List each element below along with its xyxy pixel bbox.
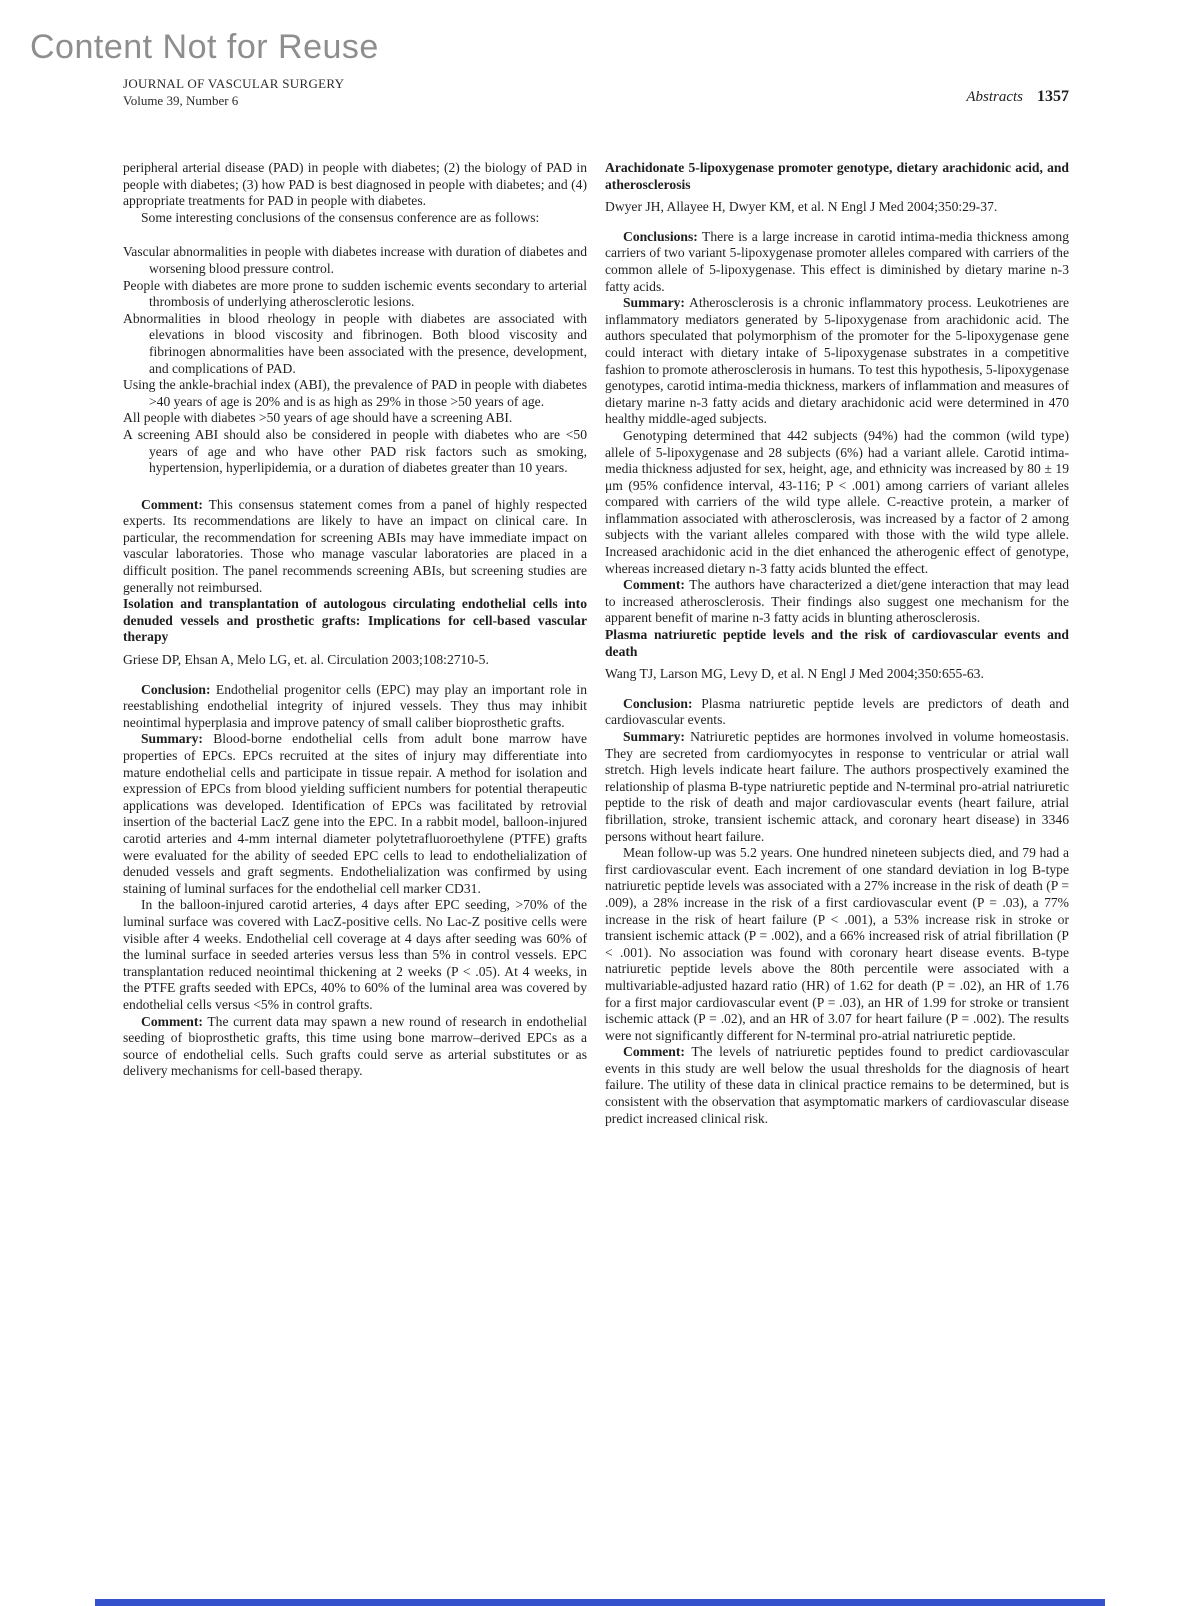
paragraph-lead: Summary: bbox=[141, 731, 203, 747]
paragraph-lead: Comment: bbox=[141, 1013, 203, 1029]
list-item: A screening ABI should also be considered in people with diabetes who are <50 years of age and who have other PAD risk factors such as smoking, hypertension, hyperlipidemia, or a duration of diabetes greater than 10 years. bbox=[123, 426, 587, 476]
list-item: Vascular abnormalities in people with diabetes increase with duration of diabetes and worsening blood pressure control. bbox=[123, 244, 587, 276]
abstract-title: Plasma natriuretic peptide levels and the risk of cardiovascular events and death bbox=[605, 627, 1069, 659]
paragraph-text: Natriuretic peptides are hormones involved in volume homeostasis. They are secreted from cardiomyocytes in response to ventricular or atrial wall stretch. High levels indicate heart failure. The authors prospectively examined the relationship of plasma B-type natriuretic peptide and N-terminal pro-atrial natriuretic peptide to the risk of death and major cardiovascular events (heart failure, atrial fibrillation, stroke, transient ischemic attack, and coronary heart disease) in 3346 persons without heart failure. bbox=[605, 729, 1069, 844]
continuation-paragraph: peripheral arterial disease (PAD) in people with diabetes; (2) the biology of PAD in people with diabetes; (3) how PAD is best diagnosed in people with diabetes; and (4) appropriate treatments for PAD in people with diabetes. bbox=[123, 160, 587, 209]
running-head bbox=[966, 88, 1069, 106]
abstract-title: Isolation and transplantation of autologous circulating endothelial cells into denuded vessels and prosthetic grafts: Implications for cell-based vascular therapy bbox=[123, 596, 587, 645]
paragraph-text: Endothelial progenitor cells (EPC) may play an important role in reestablishing endothelial integrity of injured vessels. They thus may inhibit neointimal hyperplasia and improve patency of small caliber bioprosthetic grafts. bbox=[123, 681, 587, 730]
paragraph-text: This consensus statement comes from a panel of highly respected experts. Its recommendations are likely to have an impact on clinical care. In particular, the recommendation for screening ABIs may have immediate impact on vascular laboratories. Those who manage vascular laboratories are placed in a difficult position. The panel recommends screening ABIs, but screening studies are generally not reimbursed. bbox=[123, 496, 588, 595]
body-paragraph: Mean follow-up was 5.2 years. One hundred nineteen subjects died, and 79 had a first cardiovascular event. Each increment of one standard deviation in log B-type natriuretic peptide levels was associated with a 27% increase in the risk of death (P = .009), a 28% increase in the risk of a first cardiovascular event (P = .03), a 77% increase in the risk of heart failure (P < .001), a 53% increase risk in stroke or transient ischemic attack (P = .002), and a 66% increased risk of atrial fibrillation (P < .001). No association was found with coronary heart disease events. B-type natriuretic peptide levels above the 80th percentile were associated with a multivariable-adjusted hazard ratio (HR) of 1.62 for death (P = .02), an HR of 1.76 for a first major cardiovascular event (P = .03), an HR of 1.99 for stroke or transient ischemic attack (P = .02), and an HR of 3.07 for heart failure (P = .002). The results were not significantly different for N-terminal pro-atrial natriuretic peptide. bbox=[605, 845, 1069, 1043]
paragraph-lead: Conclusions: bbox=[623, 228, 698, 244]
summary-paragraph bbox=[123, 731, 587, 897]
list-item: All people with diabetes >50 years of age should have a screening ABI. bbox=[123, 410, 513, 426]
left-column bbox=[123, 160, 587, 1127]
journal-title: JOURNAL OF VASCULAR SURGERY bbox=[123, 76, 345, 91]
conclusion-paragraph bbox=[123, 682, 587, 732]
conclusion-paragraph bbox=[605, 696, 1069, 729]
page-number: 1357 bbox=[1037, 88, 1069, 105]
footer-accent-bar bbox=[95, 1599, 1105, 1606]
body-paragraph: Genotyping determined that 442 subjects (94%) had the common (wild type) allele of 5-lipoxygenase and 28 subjects (6%) had a variant allele. Carotid intima-media thickness adjusted for sex, height, age, and ethnicity was increased by 80 ± 19 μm (95% confidence interval, 43-116; P < .001) among carriers of variant alleles compared with carriers of the wild type allele. C-reactive protein, a marker of inflammation associated with atherosclerosis, was increased by a factor of 2 among subjects with the variant alleles compared with those with the wild type allele. Increased arachidonic acid in the diet enhanced the atherogenic effect of genotype, whereas increased dietary n-3 fatty acids blunted the effect. bbox=[605, 427, 1069, 576]
section-label: Abstracts bbox=[966, 89, 1023, 105]
paragraph-text: Plasma natriuretic peptide levels are predictors of death and cardiovascular events. bbox=[605, 695, 1069, 728]
journal-header bbox=[123, 75, 344, 109]
right-column bbox=[605, 160, 1069, 1127]
abstract-citation: Griese DP, Ehsan A, Melo LG, et. al. Circulation 2003;108:2710-5. bbox=[123, 652, 489, 668]
list-item: People with diabetes are more prone to sudden ischemic events secondary to arterial thrombosis of underlying atherosclerotic lesions. bbox=[123, 277, 587, 310]
body-paragraph: In the balloon-injured carotid arteries, 4 days after EPC seeding, >70% of the luminal surface was covered with LacZ-positive cells. No Lac-Z positive cells were visible after 4 weeks. Endothelial cell coverage at 4 days after seeding was 60% of the luminal surface in seeded arteries versus less than 5% in control vessels. EPC transplantation reduced neointimal thickening at 2 weeks (P < .05). At 4 weeks, in the PTFE grafts seeded with EPCs, 40% to 60% of the luminal area was covered by endothelial cells versus <5% in control grafts. bbox=[123, 897, 587, 1012]
list-item: Using the ankle-brachial index (ABI), the prevalence of PAD in people with diabetes >40 years of age is 20% and is as high as 29% in those >50 years of age. bbox=[123, 377, 587, 409]
comment-paragraph bbox=[605, 577, 1069, 627]
paragraph-lead: Comment: bbox=[623, 577, 685, 593]
intro-paragraph: Some interesting conclusions of the consensus conference are as follows: bbox=[141, 209, 540, 225]
content-not-for-reuse-watermark: Content Not for Reuse bbox=[30, 28, 379, 66]
paragraph-lead: Summary: bbox=[623, 295, 685, 311]
summary-paragraph bbox=[605, 295, 1069, 428]
paragraph-text: The authors have characterized a diet/gene interaction that may lead to increased atherosclerosis. Their findings also suggest one mechanism for the apparent benefit of marine n-3 fatty acids in blunting atherosclerosis. bbox=[605, 577, 1070, 626]
abstract-title: Arachidonate 5-lipoxygenase promoter genotype, dietary arachidonic acid, and atherosclerosis bbox=[605, 160, 1069, 192]
paragraph-lead: Conclusion: bbox=[141, 681, 211, 697]
list-item: Abnormalities in blood rheology in people with diabetes are associated with elevations in blood viscosity and fibrinogen. Both blood viscosity and fibrinogen abnormalities have been associated with the presence, development, and complications of PAD. bbox=[123, 310, 587, 376]
paragraph-lead: Summary: bbox=[623, 729, 685, 744]
paragraph-text: The current data may spawn a new round of research in endothelial seeding of bioprosthetic grafts, this time using bone marrow–derived EPCs as a source of endothelial cells. Such grafts could serve as arterial substitutes or as delivery mechanisms for cell-based therapy. bbox=[123, 1013, 587, 1079]
abstract-citation: Wang TJ, Larson MG, Levy D, et al. N Engl J Med 2004;350:655-63. bbox=[605, 666, 984, 682]
paragraph-lead: Conclusion: bbox=[623, 695, 693, 711]
comment-paragraph bbox=[123, 497, 587, 597]
summary-paragraph bbox=[605, 729, 1069, 845]
comment-paragraph bbox=[123, 1014, 587, 1080]
paragraph-text: There is a large increase in carotid intima-media thickness among carriers of two variant 5-lipoxygenase promoter alleles compared with carriers of the common allele of 5-lipoxygenase. This effect is diminished by dietary marine n-3 fatty acids. bbox=[605, 228, 1069, 294]
paragraph-lead: Comment: bbox=[623, 1044, 685, 1060]
two-column-body bbox=[123, 160, 1069, 1127]
journal-volume: Volume 39, Number 6 bbox=[123, 93, 239, 108]
conclusion-paragraph bbox=[605, 229, 1069, 295]
paragraph-text: Blood-borne endothelial cells from adult bone marrow have properties of EPCs. EPCs recruited at the sites of injury may differentiate into mature endothelial cells and participate in tissue repair. A method for isolation and expression of EPCs from blood yielding sufficient numbers for potential therapeutic applications was developed. Identification of EPCs was facilitated by retrovial insertion of the bacterial LacZ gene into the EPC. In a rabbit model, balloon-injured carotid arteries and 4-mm internal diameter polytetrafluoroethylene (PTFE) grafts were evaluated for the ability of seeded EPC cells to lead to endothelialization of denuded vessels and graft segments. Endothelialization was confirmed by using staining of luminal surfaces for the endothelial cell marker CD31. bbox=[123, 731, 587, 896]
paragraph-lead: Comment: bbox=[141, 496, 203, 512]
paragraph-text: Atherosclerosis is a chronic inflammatory process. Leukotrienes are inflammatory mediators generated by 5-lipoxygenase from arachidonic acid. The authors speculated that polymorphism of the promoter for the 5-lipoxygenase gene could interact with dietary intake of 5-lipoxygenase substrates in a competitive fashion to promote atherosclerosis in humans. To test this hypothesis, 5-lipoxygenase genotypes, carotid intima-media thickness, markers of inflammation and measures of dietary marine n-3 fatty acids and dietary arachidonic acid were determined in 470 healthy middle-aged subjects. bbox=[605, 295, 1069, 427]
conclusions-list bbox=[123, 244, 587, 476]
comment-paragraph bbox=[605, 1044, 1069, 1127]
abstract-citation: Dwyer JH, Allayee H, Dwyer KM, et al. N Engl J Med 2004;350:29-37. bbox=[605, 199, 998, 215]
paragraph-text: The levels of natriuretic peptides found to predict cardiovascular events in this study are well below the usual thresholds for the diagnosis of heart failure. The utility of these data in clinical practice remains to be determined, but is consistent with the observation that asymptomatic markers of cardiovascular disease predict increased clinical risk. bbox=[605, 1044, 1069, 1126]
